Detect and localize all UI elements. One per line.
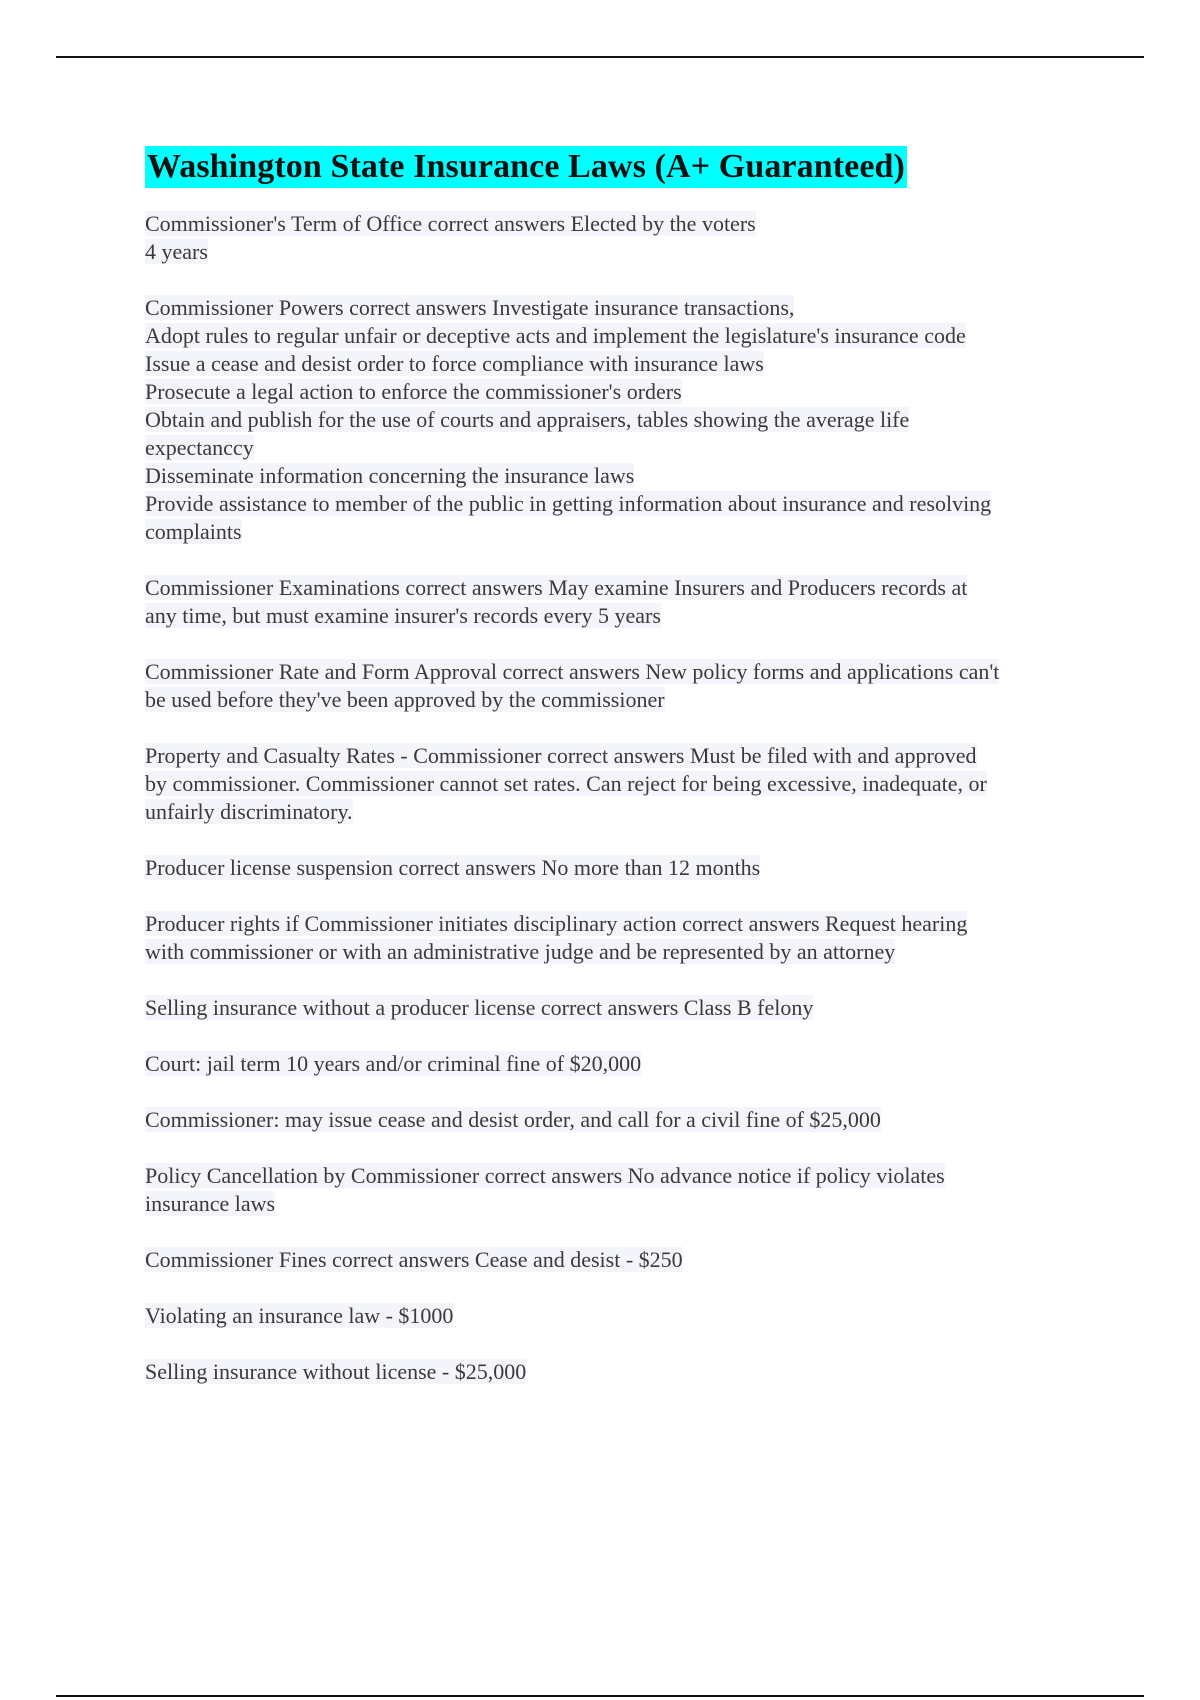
entry-line: [145, 210, 1095, 238]
entry-line-text: Policy Cancellation by Commissioner correct answers No advance notice if policy violates: [145, 1163, 945, 1188]
entry-line-text: Selling insurance without license - $25,000: [145, 1359, 527, 1384]
qa-entry: [145, 1106, 1095, 1134]
entry-line: [145, 938, 1095, 966]
document-title: Washington State Insurance Laws (A+ Guaranteed): [145, 146, 907, 188]
entry-line: [145, 462, 1095, 490]
qa-entry: [145, 1358, 1095, 1386]
entry-line-text: Issue a cease and desist order to force compliance with insurance laws: [145, 351, 764, 376]
entry-line: [145, 322, 1095, 350]
entry-line: [145, 602, 1095, 630]
entry-line: [145, 238, 1095, 266]
entry-line-text: Commissioner Powers correct answers Investigate insurance transactions,: [145, 295, 795, 320]
entry-line: [145, 574, 1095, 602]
entry-list: [145, 210, 1095, 1386]
entry-line: [145, 910, 1095, 938]
entry-line-text: Prosecute a legal action to enforce the commissioner's orders: [145, 379, 682, 404]
entry-line-text: Commissioner: may issue cease and desist order, and call for a civil fine of $25,000: [145, 1107, 881, 1132]
entry-line: [145, 518, 1095, 546]
entry-line: [145, 658, 1095, 686]
entry-line: [145, 1302, 1095, 1330]
entry-line-text: Commissioner's Term of Office correct answers Elected by the voters: [145, 211, 756, 236]
entry-line: [145, 1162, 1095, 1190]
entry-line: [145, 1246, 1095, 1274]
qa-entry: [145, 210, 1095, 266]
entry-line: [145, 434, 1095, 462]
entry-line: [145, 686, 1095, 714]
entry-line-text: Court: jail term 10 years and/or criminal fine of $20,000: [145, 1051, 642, 1076]
entry-line-text: Property and Casualty Rates - Commissioner correct answers Must be filed with and approved: [145, 743, 977, 768]
entry-line-text: be used before they've been approved by the commissioner: [145, 687, 665, 712]
bottom-divider: [56, 1695, 1144, 1697]
entry-line: [145, 1050, 1095, 1078]
qa-entry: [145, 1302, 1095, 1330]
qa-entry: [145, 1246, 1095, 1274]
entry-line-text: unfairly discriminatory.: [145, 799, 353, 824]
entry-line-text: Disseminate information concerning the insurance laws: [145, 463, 635, 488]
qa-entry: [145, 994, 1095, 1022]
entry-line: [145, 854, 1095, 882]
entry-line-text: Provide assistance to member of the public in getting information about insurance and resolving: [145, 491, 992, 516]
entry-line-text: insurance laws: [145, 1191, 276, 1216]
qa-entry: [145, 1050, 1095, 1078]
entry-line: [145, 1358, 1095, 1386]
entry-line-text: Violating an insurance law - $1000: [145, 1303, 454, 1328]
entry-line: [145, 406, 1095, 434]
entry-line-text: 4 years: [145, 239, 208, 264]
entry-line: [145, 742, 1095, 770]
entry-line: [145, 994, 1095, 1022]
entry-line: [145, 294, 1095, 322]
top-divider: [56, 56, 1144, 58]
entry-line-text: Commissioner Rate and Form Approval correct answers New policy forms and applications can't: [145, 659, 1000, 684]
entry-line: [145, 798, 1095, 826]
entry-line: [145, 490, 1095, 518]
entry-line: [145, 378, 1095, 406]
entry-line: [145, 350, 1095, 378]
document-body: [145, 146, 1095, 1414]
entry-line-text: any time, but must examine insurer's records every 5 years: [145, 603, 661, 628]
entry-line-text: Adopt rules to regular unfair or deceptive acts and implement the legislature's insurance code: [145, 323, 966, 348]
entry-line-text: Commissioner Fines correct answers Cease and desist - $250: [145, 1247, 683, 1272]
entry-line: [145, 770, 1095, 798]
entry-line: [145, 1106, 1095, 1134]
entry-line: [145, 1190, 1095, 1218]
qa-entry: [145, 910, 1095, 966]
entry-line-text: Selling insurance without a producer license correct answers Class B felony: [145, 995, 814, 1020]
qa-entry: [145, 574, 1095, 630]
qa-entry: [145, 658, 1095, 714]
entry-line-text: Obtain and publish for the use of courts and appraisers, tables showing the average life: [145, 407, 910, 432]
entry-line-text: Producer rights if Commissioner initiates disciplinary action correct answers Request hearing: [145, 911, 968, 936]
qa-entry: [145, 1162, 1095, 1218]
qa-entry: [145, 294, 1095, 546]
qa-entry: [145, 854, 1095, 882]
entry-line-text: Producer license suspension correct answers No more than 12 months: [145, 855, 761, 880]
entry-line-text: expectanccy: [145, 435, 254, 460]
entry-line-text: Commissioner Examinations correct answers May examine Insurers and Producers records at: [145, 575, 968, 600]
entry-line-text: by commissioner. Commissioner cannot set rates. Can reject for being excessive, inadequate, or: [145, 771, 987, 796]
qa-entry: [145, 742, 1095, 826]
entry-line-text: complaints: [145, 519, 242, 544]
entry-line-text: with commissioner or with an administrative judge and be represented by an attorney: [145, 939, 896, 964]
